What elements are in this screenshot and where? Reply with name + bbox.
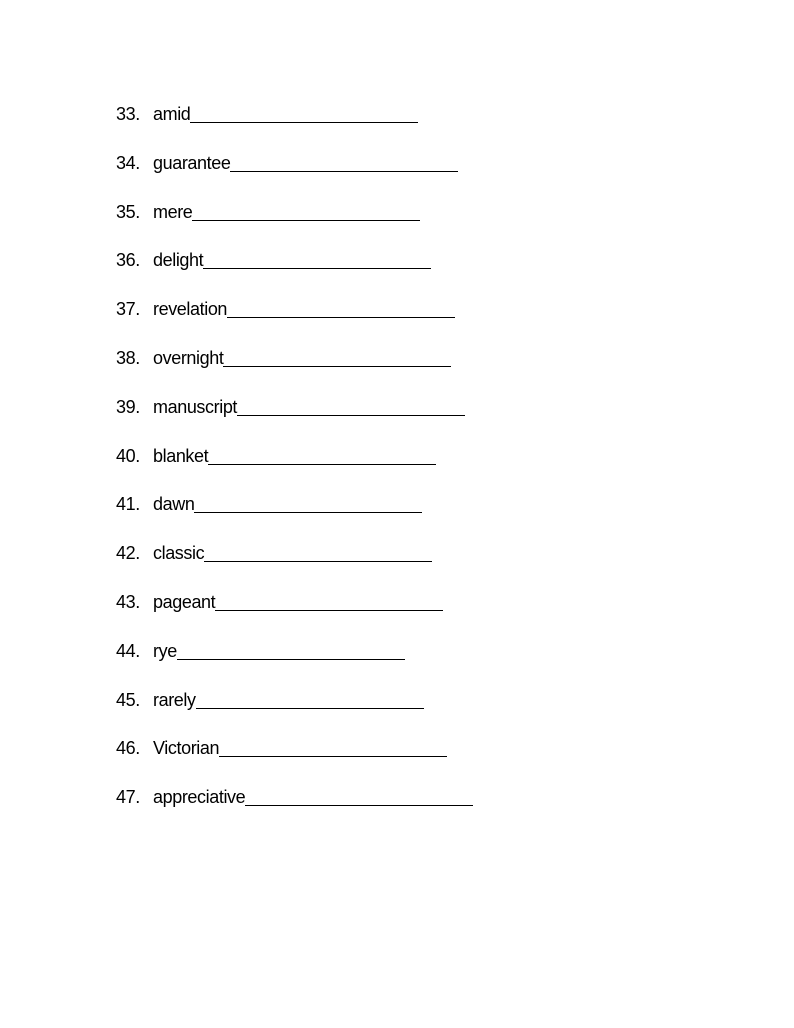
list-item (116, 514, 473, 563)
item-number: 43. (116, 591, 140, 612)
vocab-word: rarely (153, 689, 196, 710)
list-item (116, 758, 473, 807)
answer-blank (219, 738, 447, 757)
item-number: 33. (116, 104, 140, 124)
item-number: 44. (116, 640, 140, 661)
item-number: 40. (116, 445, 140, 466)
vocab-word: delight (153, 250, 204, 271)
vocab-word: rye (153, 640, 177, 661)
list-item (116, 222, 473, 271)
item-number: 39. (116, 396, 140, 417)
item-number: 35. (116, 201, 140, 222)
vocab-word: Victorian (153, 738, 220, 759)
vocab-word: classic (153, 543, 205, 564)
answer-blank (230, 153, 458, 172)
list-item (116, 710, 473, 759)
vocab-word: manuscript (153, 396, 238, 417)
item-number: 36. (116, 250, 140, 271)
list-item (116, 270, 473, 319)
vocab-word: overnight (153, 347, 224, 368)
vocab-word: blanket (153, 445, 209, 466)
list-item (116, 466, 473, 515)
item-number: 46. (116, 738, 140, 759)
answer-blank (196, 690, 424, 709)
item-number: 34. (116, 152, 140, 173)
list-item (116, 417, 473, 466)
answer-blank (177, 641, 405, 660)
vocab-word: dawn (153, 494, 195, 515)
item-number: 41. (116, 494, 140, 515)
vocab-word: amid (153, 104, 191, 124)
answer-blank (215, 592, 443, 611)
list-item (116, 96, 473, 124)
answer-blank (245, 787, 473, 806)
list-item (116, 173, 473, 222)
vocabulary-list (116, 96, 473, 807)
answer-blank (204, 543, 432, 562)
vocab-word: appreciative (153, 787, 246, 808)
item-number: 42. (116, 543, 140, 564)
vocab-word: guarantee (153, 152, 231, 173)
item-number: 47. (116, 787, 140, 808)
item-number: 38. (116, 347, 140, 368)
list-item (116, 661, 473, 710)
list-item (116, 612, 473, 661)
item-number: 45. (116, 689, 140, 710)
vocab-word: revelation (153, 299, 228, 320)
answer-blank (223, 348, 451, 367)
answer-blank (190, 104, 418, 123)
answer-blank (203, 250, 431, 269)
item-number: 37. (116, 299, 140, 320)
answer-blank (208, 446, 436, 465)
list-item (116, 319, 473, 368)
answer-blank (237, 397, 465, 416)
vocab-word: pageant (153, 591, 216, 612)
list-item (116, 563, 473, 612)
vocab-word: mere (153, 201, 193, 222)
answer-blank (194, 494, 422, 513)
answer-blank (192, 202, 420, 221)
list-item (116, 368, 473, 417)
answer-blank (227, 299, 455, 318)
list-item (116, 124, 473, 173)
